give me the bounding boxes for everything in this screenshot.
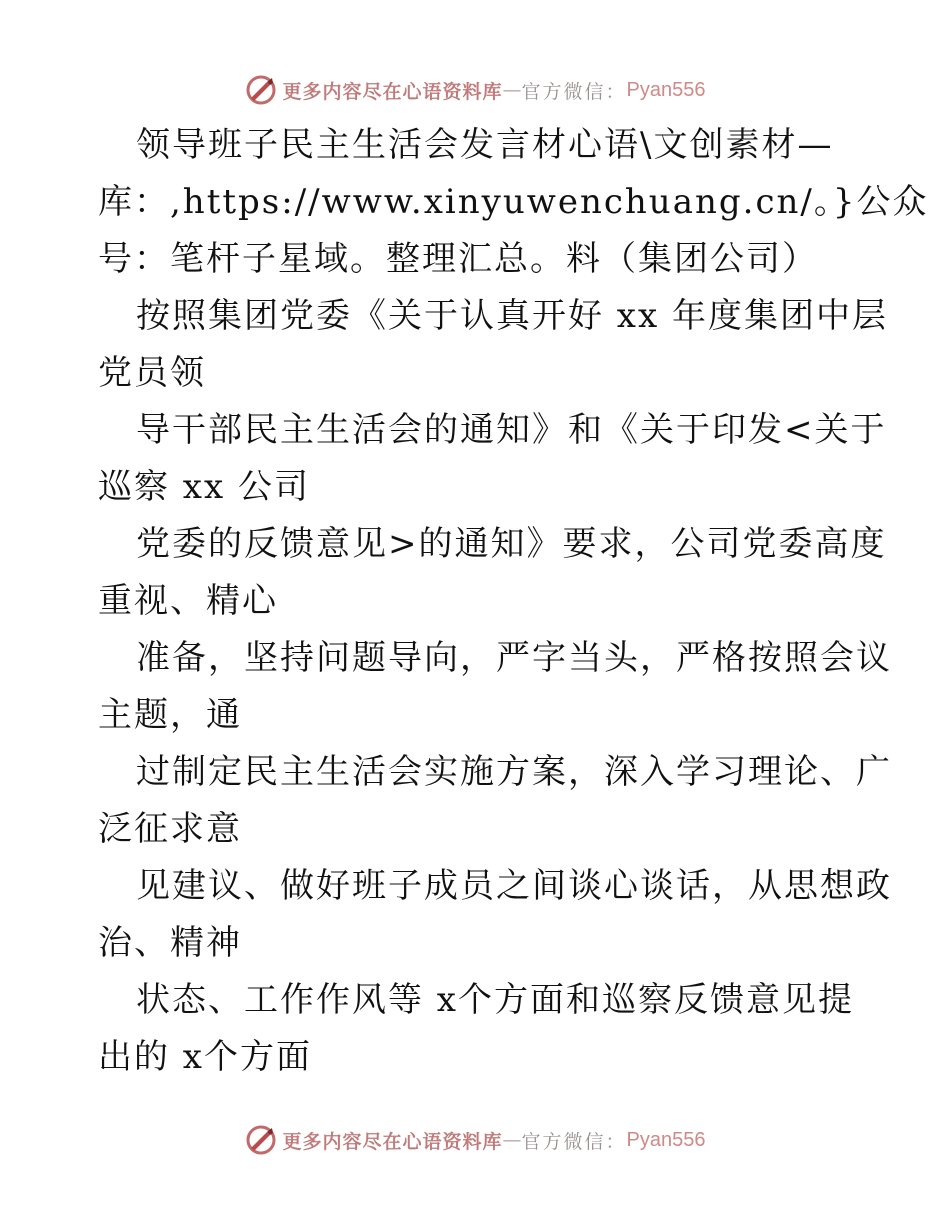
banner-wechat-id: Pyan556 — [626, 78, 706, 101]
body-line: 见建议、做好班子成员之间谈心谈话，从思想政 — [136, 866, 892, 906]
body-line: 准备，坚持问题导向，严字当头，严格按照会议 — [136, 638, 892, 678]
body-line: 导干部民主生活会的通知》和《关于印发<关于 — [136, 410, 887, 450]
body-line: 领导班子民主生活会发言材心语\文创素材— — [136, 125, 834, 165]
body-line: 重视、精心 — [98, 581, 278, 621]
banner-wechat-id: Pyan556 — [626, 1128, 706, 1151]
body-line: 号：笔杆子星域。整理汇总。料（集团公司） — [98, 239, 818, 279]
body-line: 库：,https://www.xinyuwenchuang.cn/。}公众 — [98, 182, 929, 222]
body-line: 状态、工作作风等 x个方面和巡察反馈意见提 — [136, 980, 854, 1020]
banner-main-text: 更多内容尽在心语资料库 — [282, 1130, 503, 1153]
body-line: 过制定民主生活会实施方案，深入学习理论、广 — [136, 752, 892, 792]
body-line: 党员领 — [98, 353, 206, 393]
banner-separator: — — [502, 79, 522, 101]
banner-separator: — — [502, 1129, 522, 1151]
body-line: 按照集团党委《关于认真开好 xx 年度集团中层 — [136, 296, 888, 336]
body-line: 泛征求意 — [98, 809, 242, 849]
brand-logo-icon — [245, 1124, 277, 1156]
body-line: 治、精神 — [98, 923, 242, 963]
body-line: 巡察 xx 公司 — [98, 467, 310, 507]
banner-wechat-label: 官方微信： — [521, 80, 627, 103]
header-banner — [0, 70, 950, 110]
footer-banner — [0, 1120, 950, 1160]
brand-logo-icon — [245, 74, 277, 106]
body-line: 党委的反馈意见>的通知》要求，公司党委高度 — [136, 524, 887, 564]
banner-wechat-label: 官方微信： — [521, 1130, 627, 1153]
body-line: 出的 x个方面 — [98, 1037, 312, 1077]
banner-main-text: 更多内容尽在心语资料库 — [282, 80, 503, 103]
document-body — [98, 117, 929, 1086]
body-line: 主题，通 — [98, 695, 242, 735]
